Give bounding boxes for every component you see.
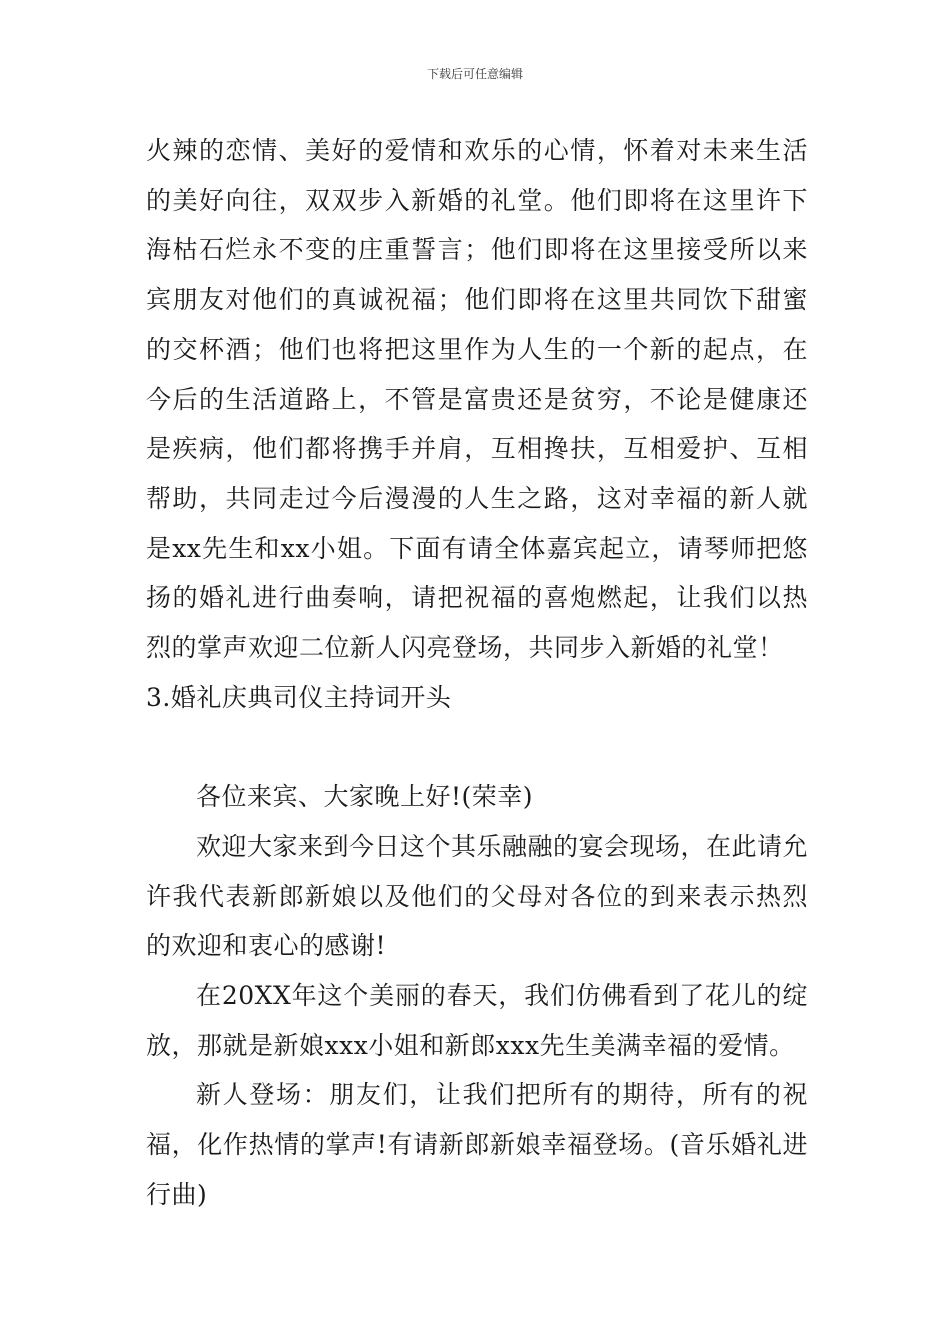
paragraph-continued: 火辣的恋情、美好的爱情和欢乐的心情，怀着对未来生活的美好向往，双双步入新婚的礼堂。他们即将在这里许下海枯石烂永不变的庄重誓言；他们即将在这里接受所以来宾朋友对他们的真诚祝福；他们即将在这里共同饮下甜蜜的交杯酒；他们也将把这里作为人生的一个新的起点，在今后的生活道路上，不管是富贵还是贫穷，不论是健康还是疾病，他们都将携手并肩，互相搀扶，互相爱护、互相帮助，共同走过今后漫漫的人生之路，这对幸福的新人就是xx先生和xx小姐。下面有请全体嘉宾起立，请琴师把悠扬的婚礼进行曲奏响，请把祝福的喜炮燃起，让我们以热烈的掌声欢迎二位新人闪亮登场，共同步入新婚的礼堂！ (146, 136, 808, 663)
paragraph-spring: 在20XX年这个美丽的春天，我们仿佛看到了花儿的绽放，那就是新娘xxx小姐和新郎xxx先生美满幸福的爱情。 (146, 980, 808, 1060)
paragraph-entrance: 新人登场：朋友们，让我们把所有的期待，所有的祝福，化作热情的掌声!有请新郎新娘幸福登场。(音乐婚礼进行曲) (146, 1080, 808, 1209)
document-body (146, 126, 808, 1219)
page-header: 下载后可任意编辑 (426, 67, 523, 81)
blank-line (146, 722, 808, 772)
section-heading: 3.婚礼庆典司仪主持词开头 (146, 682, 452, 712)
paragraph-welcome: 欢迎大家来到今日这个其乐融融的宴会现场，在此请允许我代表新郎新娘以及他们的父母对各位的到来表示热烈的欢迎和衷心的感谢! (146, 831, 809, 961)
paragraph-greeting: 各位来宾、大家晚上好!(荣幸) (196, 782, 534, 812)
